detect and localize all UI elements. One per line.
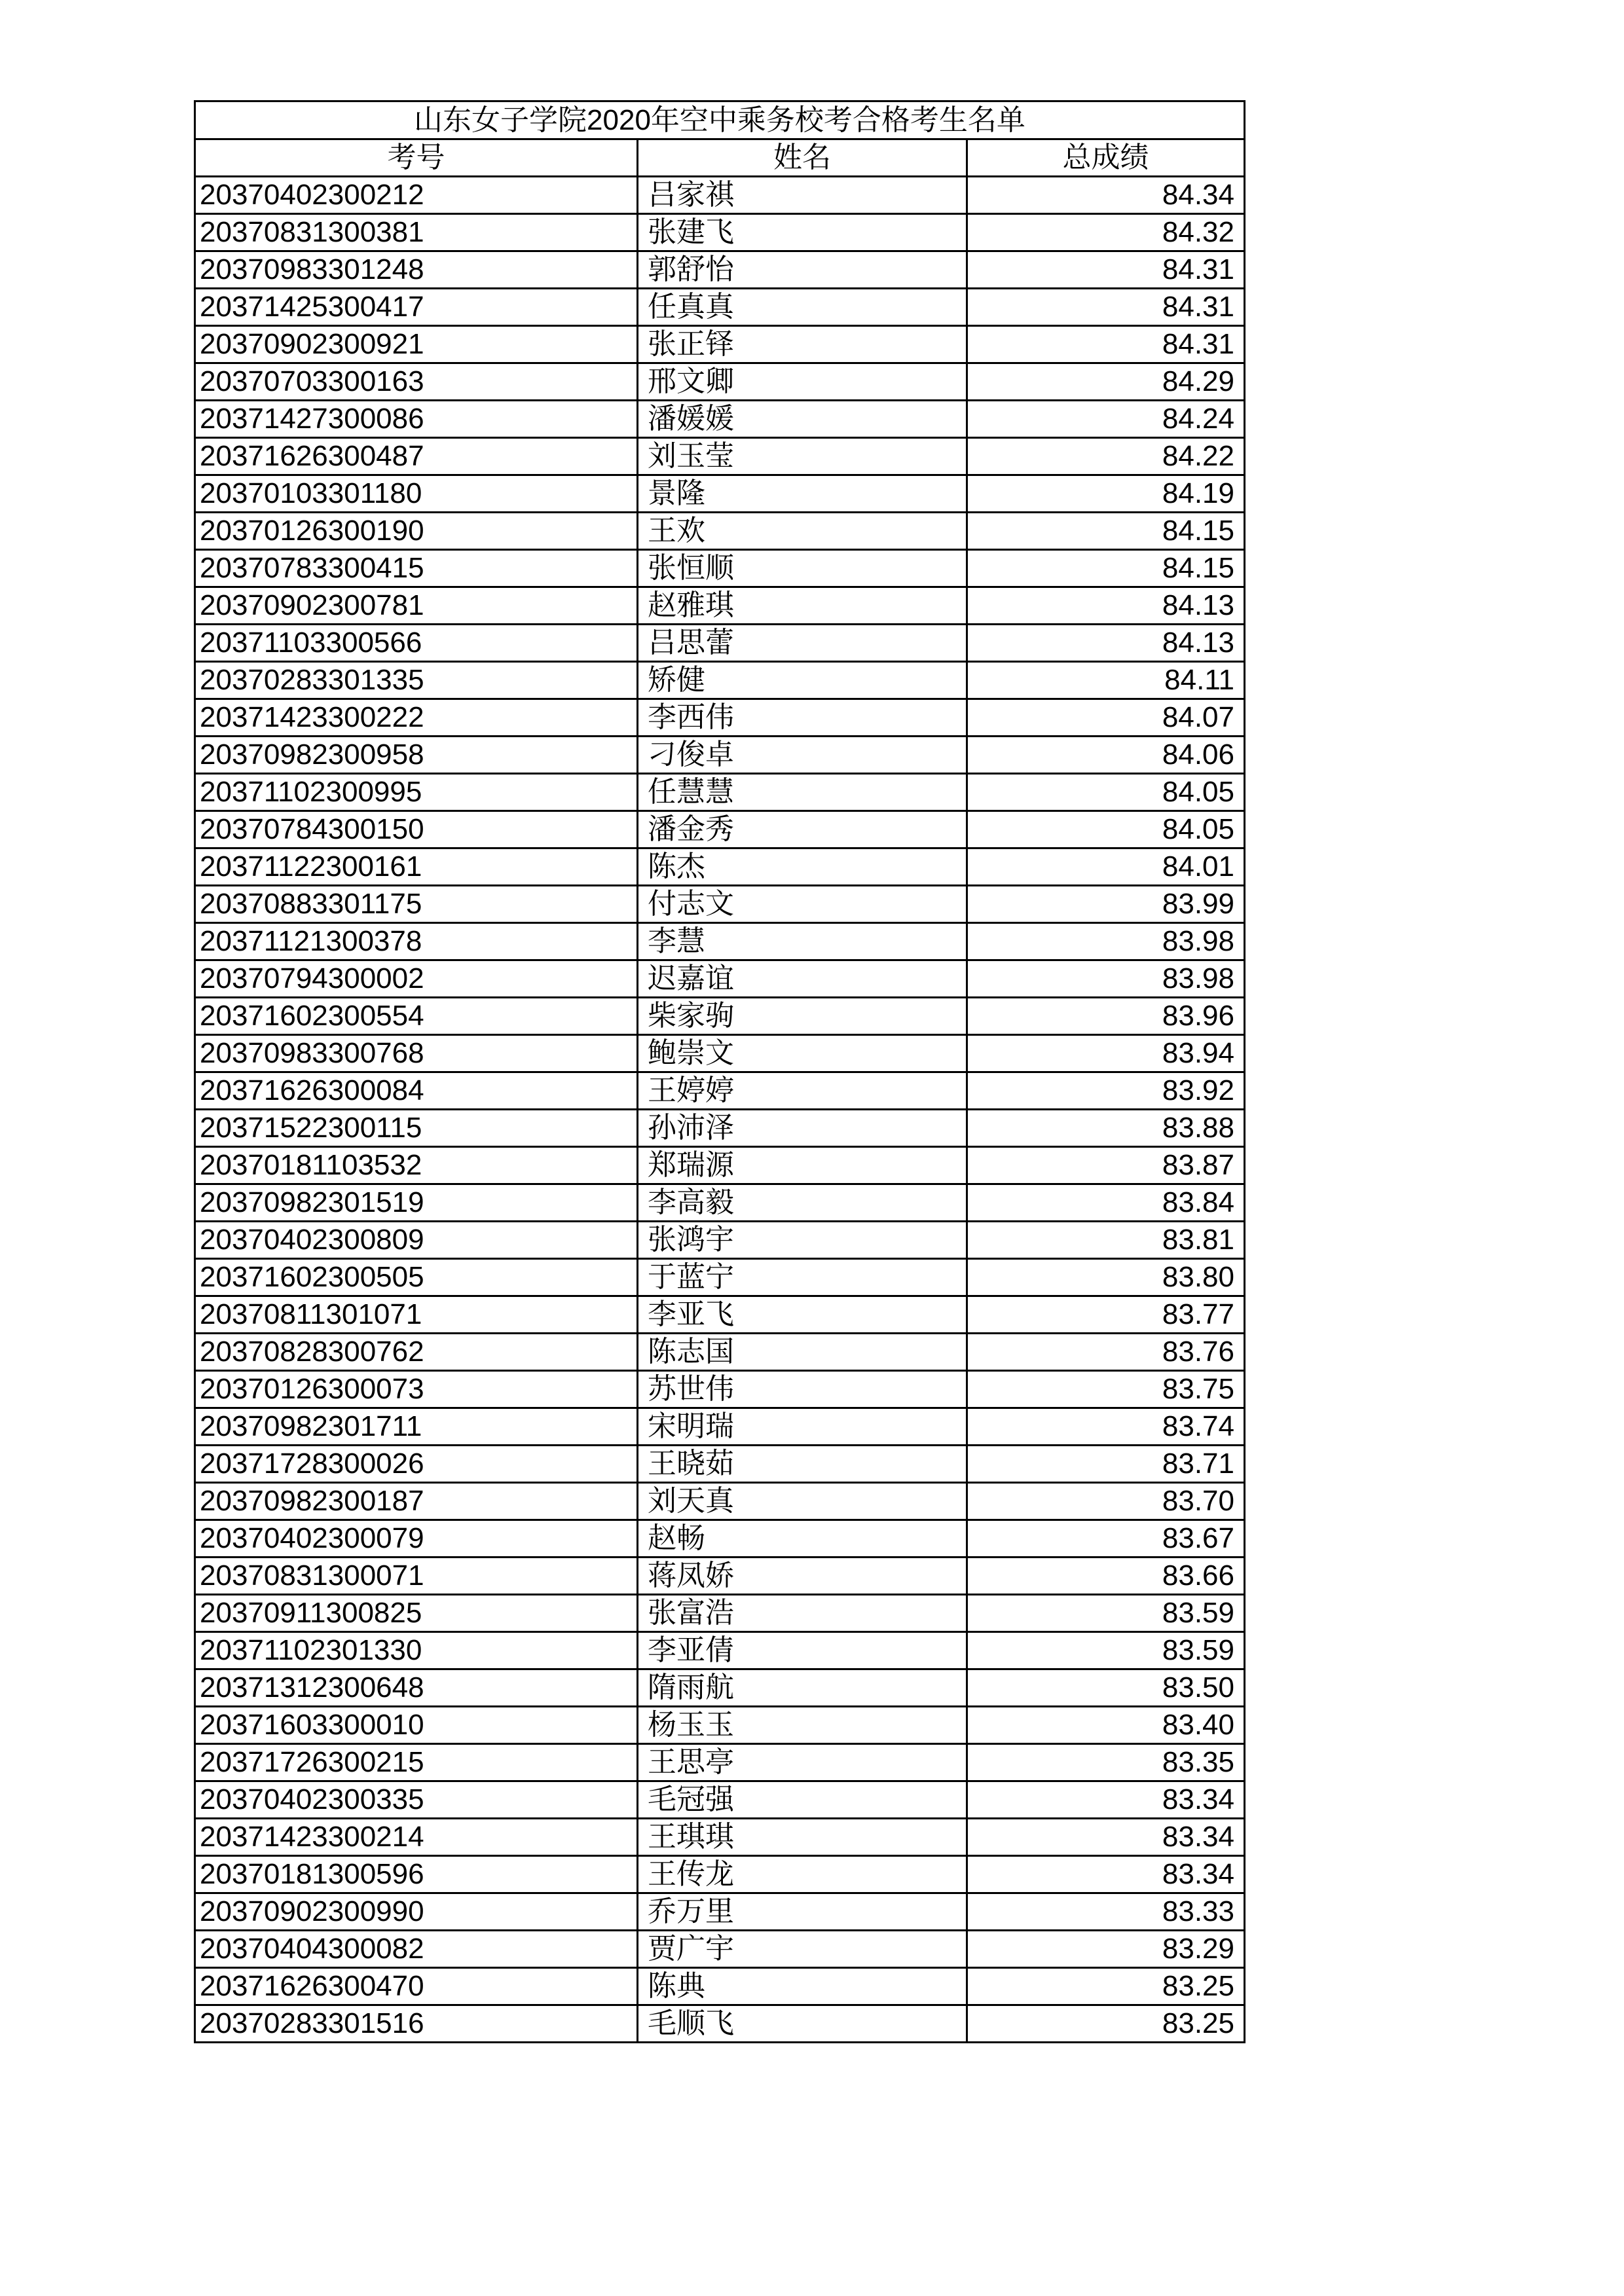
cell-exam-id: 20370126300190	[195, 513, 638, 550]
cell-score: 84.19	[967, 475, 1245, 513]
cell-exam-id: 20371427300086	[195, 401, 638, 438]
cell-name: 苏世伟	[638, 1371, 967, 1408]
cell-score: 84.11	[967, 662, 1245, 699]
cell-name: 张鸿宇	[638, 1222, 967, 1259]
cell-score: 83.40	[967, 1707, 1245, 1744]
table-row	[195, 1147, 1245, 1184]
cell-name: 陈杰	[638, 848, 967, 886]
header-exam-id: 考号	[195, 139, 638, 177]
cell-exam-id: 20370982300958	[195, 737, 638, 774]
cell-score: 84.29	[967, 363, 1245, 401]
cell-exam-id: 20370402300079	[195, 1520, 638, 1558]
cell-score: 83.98	[967, 960, 1245, 998]
cell-exam-id: 20370703300163	[195, 363, 638, 401]
cell-score: 84.31	[967, 289, 1245, 326]
cell-name: 景隆	[638, 475, 967, 513]
cell-exam-id: 20371102300995	[195, 774, 638, 811]
table-row	[195, 1819, 1245, 1856]
cell-name: 迟嘉谊	[638, 960, 967, 998]
cell-exam-id: 20370402300809	[195, 1222, 638, 1259]
table-row	[195, 2005, 1245, 2043]
table-row	[195, 1408, 1245, 1446]
cell-name: 李高毅	[638, 1184, 967, 1222]
cell-score: 83.77	[967, 1296, 1245, 1334]
cell-exam-id: 20370794300002	[195, 960, 638, 998]
table-row	[195, 1334, 1245, 1371]
cell-name: 于蓝宁	[638, 1259, 967, 1296]
cell-name: 刁俊卓	[638, 737, 967, 774]
cell-score: 83.87	[967, 1147, 1245, 1184]
cell-exam-id: 20370902300990	[195, 1893, 638, 1931]
cell-name: 陈典	[638, 1968, 967, 2005]
table-row	[195, 1371, 1245, 1408]
cell-score: 83.34	[967, 1781, 1245, 1819]
cell-name: 李亚飞	[638, 1296, 967, 1334]
cell-name: 贾广宇	[638, 1931, 967, 1968]
table-row	[195, 1632, 1245, 1669]
cell-exam-id: 20370983301248	[195, 251, 638, 289]
cell-score: 84.05	[967, 774, 1245, 811]
cell-name: 付志文	[638, 886, 967, 923]
cell-name: 李西伟	[638, 699, 967, 737]
cell-exam-id: 20370404300082	[195, 1931, 638, 1968]
cell-score: 84.22	[967, 438, 1245, 475]
table-row	[195, 1222, 1245, 1259]
table-row	[195, 1856, 1245, 1893]
cell-name: 鲍崇文	[638, 1035, 967, 1072]
header-row	[195, 139, 1245, 177]
table-row	[195, 1931, 1245, 1968]
table-row	[195, 251, 1245, 289]
cell-score: 84.06	[967, 737, 1245, 774]
cell-name: 邢文卿	[638, 363, 967, 401]
cell-name: 李亚倩	[638, 1632, 967, 1669]
cell-score: 83.88	[967, 1110, 1245, 1147]
cell-score: 83.84	[967, 1184, 1245, 1222]
header-score: 总成绩	[967, 139, 1245, 177]
cell-name: 矫健	[638, 662, 967, 699]
cell-exam-id: 20370831300381	[195, 214, 638, 251]
table-row	[195, 1184, 1245, 1222]
table-row	[195, 998, 1245, 1035]
cell-name: 郑瑞源	[638, 1147, 967, 1184]
cell-score: 83.92	[967, 1072, 1245, 1110]
cell-score: 83.50	[967, 1669, 1245, 1707]
cell-score: 83.80	[967, 1259, 1245, 1296]
table-row	[195, 848, 1245, 886]
cell-exam-id: 20370126300073	[195, 1371, 638, 1408]
cell-exam-id: 20370831300071	[195, 1558, 638, 1595]
table-row	[195, 475, 1245, 513]
cell-score: 83.66	[967, 1558, 1245, 1595]
table-row	[195, 1259, 1245, 1296]
cell-name: 杨玉玉	[638, 1707, 967, 1744]
cell-score: 83.99	[967, 886, 1245, 923]
table-row	[195, 1035, 1245, 1072]
cell-score: 84.05	[967, 811, 1245, 848]
cell-name: 王传龙	[638, 1856, 967, 1893]
cell-exam-id: 20370982300187	[195, 1483, 638, 1520]
cell-score: 83.59	[967, 1632, 1245, 1669]
cell-name: 陈志国	[638, 1334, 967, 1371]
cell-score: 84.24	[967, 401, 1245, 438]
table-row	[195, 774, 1245, 811]
cell-exam-id: 20370103301180	[195, 475, 638, 513]
cell-exam-id: 20371602300554	[195, 998, 638, 1035]
cell-exam-id: 20370902300781	[195, 587, 638, 625]
cell-exam-id: 20371728300026	[195, 1446, 638, 1483]
table-row	[195, 662, 1245, 699]
cell-name: 王欢	[638, 513, 967, 550]
cell-name: 柴家驹	[638, 998, 967, 1035]
table-row	[195, 550, 1245, 587]
cell-name: 赵雅琪	[638, 587, 967, 625]
table-row	[195, 1707, 1245, 1744]
cell-name: 张正铎	[638, 326, 967, 363]
cell-exam-id: 20371103300566	[195, 625, 638, 662]
table-row	[195, 177, 1245, 214]
cell-score: 83.70	[967, 1483, 1245, 1520]
cell-exam-id: 20370883301175	[195, 886, 638, 923]
cell-score: 83.34	[967, 1819, 1245, 1856]
cell-score: 83.74	[967, 1408, 1245, 1446]
table-row	[195, 923, 1245, 960]
table-row	[195, 1968, 1245, 2005]
cell-score: 83.33	[967, 1893, 1245, 1931]
cell-score: 84.31	[967, 326, 1245, 363]
cell-exam-id: 20370911300825	[195, 1595, 638, 1632]
cell-name: 潘金秀	[638, 811, 967, 848]
cell-score: 83.25	[967, 1968, 1245, 2005]
cell-exam-id: 20370402300335	[195, 1781, 638, 1819]
cell-exam-id: 20371102301330	[195, 1632, 638, 1669]
table-row	[195, 438, 1245, 475]
cell-exam-id: 20371425300417	[195, 289, 638, 326]
cell-score: 84.13	[967, 587, 1245, 625]
table-row	[195, 289, 1245, 326]
table-row	[195, 401, 1245, 438]
cell-name: 隋雨航	[638, 1669, 967, 1707]
table-row	[195, 1446, 1245, 1483]
table-row	[195, 1520, 1245, 1558]
cell-exam-id: 20371423300222	[195, 699, 638, 737]
cell-score: 83.25	[967, 2005, 1245, 2043]
cell-score: 83.76	[967, 1334, 1245, 1371]
cell-exam-id: 20370283301516	[195, 2005, 638, 2043]
cell-score: 84.32	[967, 214, 1245, 251]
cell-exam-id: 20370402300212	[195, 177, 638, 214]
cell-score: 84.07	[967, 699, 1245, 737]
cell-exam-id: 20370181300596	[195, 1856, 638, 1893]
table-row	[195, 1296, 1245, 1334]
table-row	[195, 587, 1245, 625]
cell-score: 84.34	[967, 177, 1245, 214]
cell-exam-id: 20370983300768	[195, 1035, 638, 1072]
cell-name: 宋明瑞	[638, 1408, 967, 1446]
cell-exam-id: 20370283301335	[195, 662, 638, 699]
table-row	[195, 1781, 1245, 1819]
cell-name: 李慧	[638, 923, 967, 960]
cell-name: 吕思蕾	[638, 625, 967, 662]
cell-score: 84.31	[967, 251, 1245, 289]
cell-name: 张富浩	[638, 1595, 967, 1632]
table-row	[195, 625, 1245, 662]
cell-score: 83.71	[967, 1446, 1245, 1483]
candidate-table	[194, 100, 1246, 2043]
table-row	[195, 326, 1245, 363]
cell-name: 潘媛媛	[638, 401, 967, 438]
cell-exam-id: 20371602300505	[195, 1259, 638, 1296]
cell-exam-id: 20370902300921	[195, 326, 638, 363]
cell-exam-id: 20371122300161	[195, 848, 638, 886]
table-row	[195, 1595, 1245, 1632]
cell-score: 84.01	[967, 848, 1245, 886]
cell-name: 吕家祺	[638, 177, 967, 214]
cell-name: 张建飞	[638, 214, 967, 251]
cell-name: 毛顺飞	[638, 2005, 967, 2043]
cell-name: 任真真	[638, 289, 967, 326]
header-name: 姓名	[638, 139, 967, 177]
cell-exam-id: 20370982301711	[195, 1408, 638, 1446]
cell-exam-id: 20371312300648	[195, 1669, 638, 1707]
cell-name: 张恒顺	[638, 550, 967, 587]
table-row	[195, 214, 1245, 251]
table-row	[195, 363, 1245, 401]
table-row	[195, 1483, 1245, 1520]
cell-score: 83.34	[967, 1856, 1245, 1893]
cell-exam-id: 20370181103532	[195, 1147, 638, 1184]
title-row	[195, 101, 1245, 139]
cell-name: 郭舒怡	[638, 251, 967, 289]
cell-exam-id: 20371726300215	[195, 1744, 638, 1781]
cell-exam-id: 20371626300487	[195, 438, 638, 475]
cell-score: 84.15	[967, 513, 1245, 550]
cell-name: 刘天真	[638, 1483, 967, 1520]
cell-exam-id: 20371522300115	[195, 1110, 638, 1147]
cell-score: 83.29	[967, 1931, 1245, 1968]
table-row	[195, 1072, 1245, 1110]
cell-name: 赵畅	[638, 1520, 967, 1558]
cell-exam-id: 20371423300214	[195, 1819, 638, 1856]
cell-name: 刘玉莹	[638, 438, 967, 475]
cell-exam-id: 20370982301519	[195, 1184, 638, 1222]
cell-exam-id: 20370784300150	[195, 811, 638, 848]
cell-score: 84.15	[967, 550, 1245, 587]
table-row	[195, 960, 1245, 998]
table-row	[195, 886, 1245, 923]
cell-name: 毛冠强	[638, 1781, 967, 1819]
table-row	[195, 737, 1245, 774]
table-row	[195, 1744, 1245, 1781]
cell-exam-id: 20371603300010	[195, 1707, 638, 1744]
document-title: 山东女子学院2020年空中乘务校考合格考生名单	[195, 101, 1245, 139]
cell-score: 83.75	[967, 1371, 1245, 1408]
cell-name: 蒋凤娇	[638, 1558, 967, 1595]
table-row	[195, 1893, 1245, 1931]
cell-score: 83.98	[967, 923, 1245, 960]
cell-name: 王思亭	[638, 1744, 967, 1781]
cell-name: 孙沛泽	[638, 1110, 967, 1147]
cell-score: 83.59	[967, 1595, 1245, 1632]
cell-exam-id: 20370811301071	[195, 1296, 638, 1334]
cell-exam-id: 20370783300415	[195, 550, 638, 587]
cell-exam-id: 20371626300084	[195, 1072, 638, 1110]
table-row	[195, 1558, 1245, 1595]
table-row	[195, 1110, 1245, 1147]
table-row	[195, 811, 1245, 848]
table-row	[195, 1669, 1245, 1707]
table-row	[195, 699, 1245, 737]
cell-exam-id: 20371121300378	[195, 923, 638, 960]
cell-name: 任慧慧	[638, 774, 967, 811]
cell-name: 乔万里	[638, 1893, 967, 1931]
cell-name: 王琪琪	[638, 1819, 967, 1856]
cell-score: 83.35	[967, 1744, 1245, 1781]
cell-score: 83.96	[967, 998, 1245, 1035]
cell-score: 83.94	[967, 1035, 1245, 1072]
cell-score: 83.67	[967, 1520, 1245, 1558]
cell-score: 84.13	[967, 625, 1245, 662]
cell-score: 83.81	[967, 1222, 1245, 1259]
table-row	[195, 513, 1245, 550]
cell-name: 王晓茹	[638, 1446, 967, 1483]
cell-exam-id: 20370828300762	[195, 1334, 638, 1371]
cell-exam-id: 20371626300470	[195, 1968, 638, 2005]
cell-name: 王婷婷	[638, 1072, 967, 1110]
